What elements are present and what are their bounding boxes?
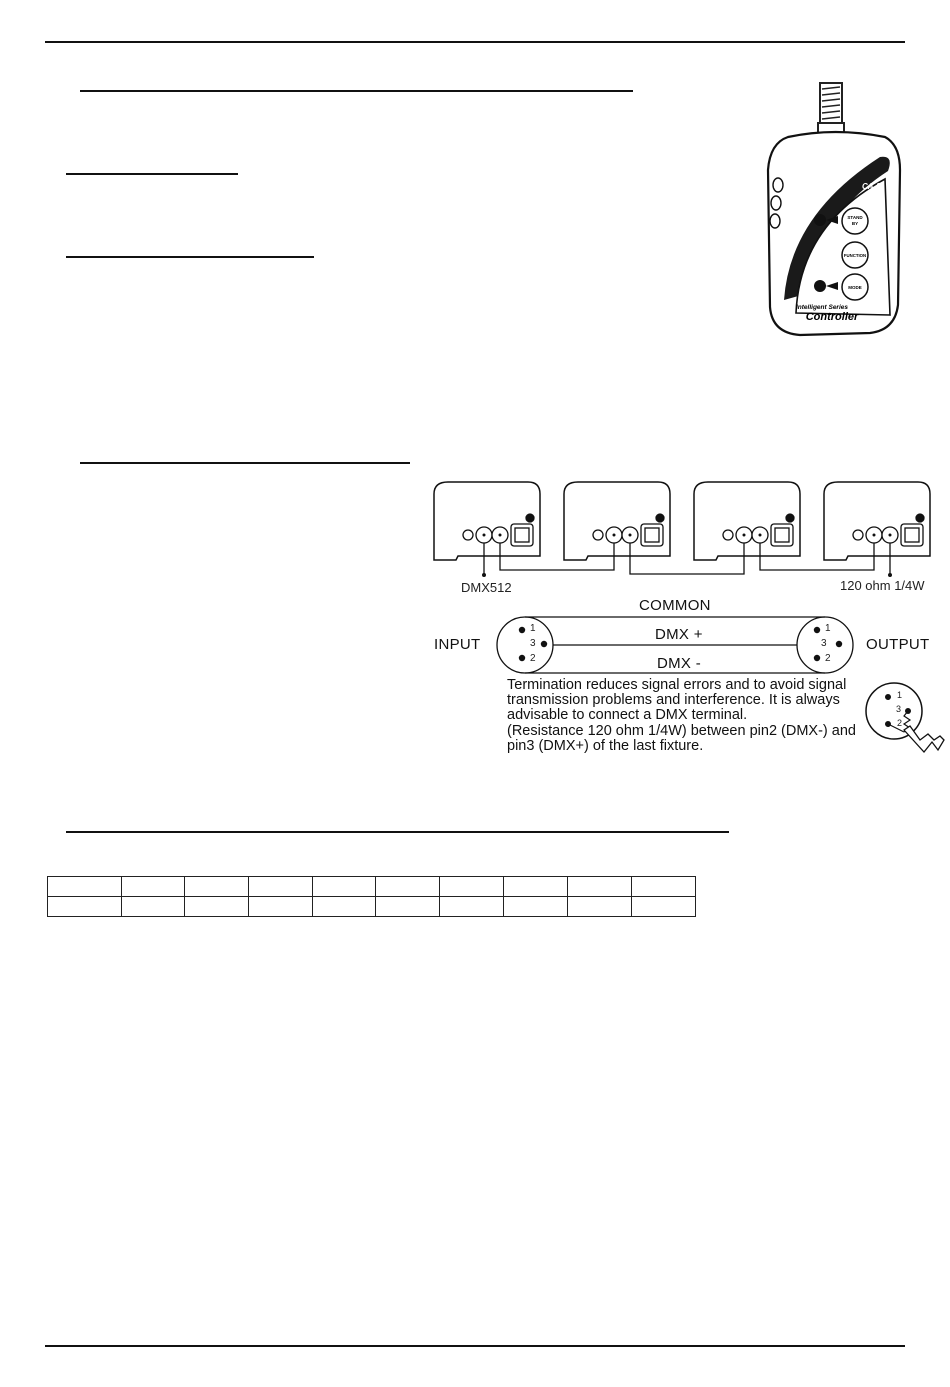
table-cell	[48, 897, 122, 917]
table-cell	[122, 897, 185, 917]
dmx-minus-label: DMX -	[657, 655, 701, 672]
section-heading-rule-4	[80, 462, 410, 464]
table-cell	[185, 877, 249, 897]
section-heading-rule-3	[66, 256, 314, 258]
table-cell	[185, 897, 249, 917]
table-cell	[376, 877, 440, 897]
table-cell	[313, 897, 376, 917]
note-line: Termination reduces signal errors and to avoid signal	[507, 677, 847, 693]
terminator-plug-illustration	[864, 680, 948, 762]
controller-name: Controller	[805, 311, 859, 323]
dmx-plus-label: DMX +	[655, 626, 703, 643]
table-cell	[48, 877, 122, 897]
pin-label: 1	[897, 690, 903, 700]
svg-text:BY: BY	[851, 221, 859, 226]
table-row	[48, 897, 696, 917]
table-cell	[632, 897, 696, 917]
fixture-unit-3	[694, 482, 800, 560]
input-label: INPUT	[434, 636, 481, 653]
section-heading-rule-1	[80, 90, 633, 92]
cable	[818, 83, 844, 135]
fixture-unit-1	[434, 482, 540, 560]
note-line: (Resistance 120 ohm 1/4W) between pin2 (DMX-) and	[507, 722, 856, 739]
table-cell	[313, 877, 376, 897]
table-row	[48, 877, 696, 897]
table-cell	[568, 897, 632, 917]
pin-label: 3	[896, 704, 902, 714]
table-cell	[122, 877, 185, 897]
table-cell	[568, 877, 632, 897]
fixture-unit-4	[824, 482, 930, 560]
page-header-rule	[45, 41, 905, 43]
pin-label: 2	[825, 653, 831, 664]
pin-label: 2	[530, 653, 536, 664]
common-label: COMMON	[639, 597, 711, 614]
pin-label: 3	[821, 638, 827, 649]
section-heading-rule-2	[66, 173, 238, 175]
svg-text:FUNCTION: FUNCTION	[843, 253, 867, 258]
page-footer-rule	[45, 1345, 905, 1347]
pin-label: 1	[530, 623, 536, 634]
output-label: OUTPUT	[866, 636, 930, 653]
dmx-cables	[484, 543, 890, 574]
table-cell	[376, 897, 440, 917]
note-line: pin3 (DMX+) of the last fixture.	[507, 737, 704, 754]
controller-series: Intelligent Series	[795, 304, 849, 311]
table-cell	[504, 877, 568, 897]
controller-model: CA-8	[862, 182, 881, 191]
pin-label: 2	[897, 718, 903, 728]
fixture-unit-2	[564, 482, 670, 560]
table-cell	[440, 897, 504, 917]
termination-note	[507, 678, 877, 754]
controller-illustration	[760, 75, 910, 340]
channel-table	[47, 876, 696, 917]
svg-text:MODE: MODE	[848, 285, 862, 290]
note-line: advisable to connect a DMX terminal.	[507, 707, 748, 724]
pin-label: 3	[530, 638, 536, 649]
dmx512-label: DMX512	[461, 580, 512, 595]
pin-label: 1	[825, 623, 831, 634]
table-cell	[440, 877, 504, 897]
terminator-label: 120 ohm 1/4W	[840, 578, 925, 593]
table-cell	[632, 877, 696, 897]
svg-text:STAND: STAND	[847, 215, 863, 220]
section-heading-rule-5	[66, 831, 729, 833]
table-cell	[504, 897, 568, 917]
table-cell	[249, 897, 313, 917]
table-cell	[249, 877, 313, 897]
note-line: transmission problems and interference. It is always	[507, 692, 840, 709]
